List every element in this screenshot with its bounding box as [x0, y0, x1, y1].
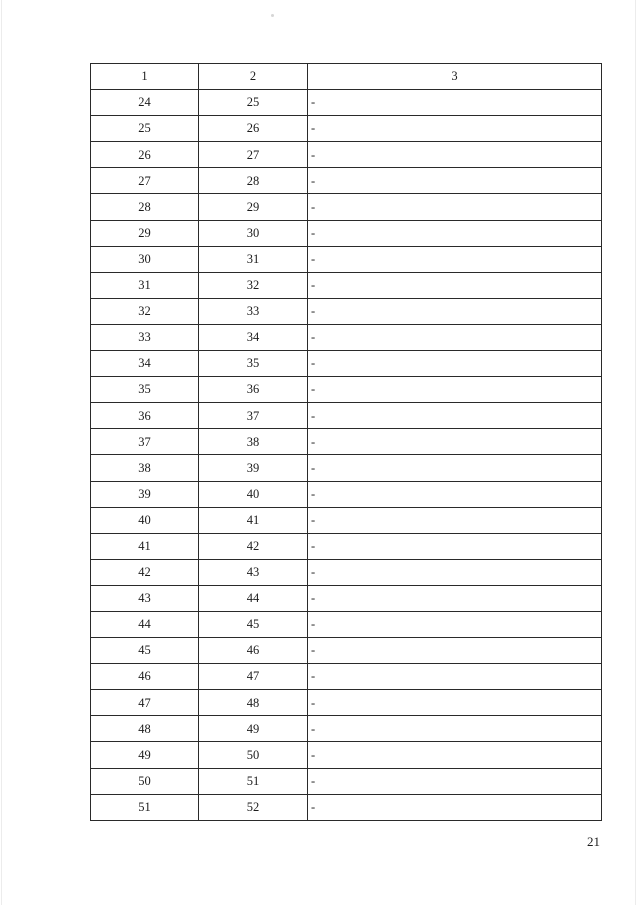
table-cell-col-1: 48	[91, 716, 199, 742]
table-cell-col-2: 48	[199, 690, 308, 716]
table-cell-col-3: -	[308, 585, 602, 611]
table-cell-col-1: 25	[91, 116, 199, 142]
table-cell-col-1: 28	[91, 194, 199, 220]
table-row	[91, 377, 602, 403]
table-cell-col-1: 49	[91, 742, 199, 768]
table-cell-col-2: 40	[199, 481, 308, 507]
table-cell-col-2: 31	[199, 246, 308, 272]
table-row	[91, 142, 602, 168]
table-row	[91, 194, 602, 220]
table-cell-col-3: -	[308, 559, 602, 585]
table-cell-col-2: 45	[199, 611, 308, 637]
table-row	[91, 220, 602, 246]
table-cell-col-3: -	[308, 220, 602, 246]
table-cell-col-2: 44	[199, 585, 308, 611]
table-cell-col-2: 37	[199, 403, 308, 429]
table-row	[91, 272, 602, 298]
table-cell-col-3: -	[308, 429, 602, 455]
table-cell-col-2: 52	[199, 794, 308, 820]
table-cell-col-2: 27	[199, 142, 308, 168]
table-body	[91, 90, 602, 821]
table-cell-col-3: -	[308, 351, 602, 377]
scan-edge-right	[635, 0, 636, 905]
table-row	[91, 690, 602, 716]
table-cell-col-1: 24	[91, 90, 199, 116]
table-cell-col-1: 30	[91, 246, 199, 272]
table-cell-col-2: 26	[199, 116, 308, 142]
table-cell-col-1: 32	[91, 298, 199, 324]
table-cell-col-3: -	[308, 168, 602, 194]
table-cell-col-2: 49	[199, 716, 308, 742]
data-table	[90, 63, 602, 821]
column-header-2: 2	[199, 64, 308, 90]
table-row	[91, 507, 602, 533]
table-cell-col-3: -	[308, 638, 602, 664]
table-cell-col-1: 51	[91, 794, 199, 820]
table-cell-col-1: 44	[91, 611, 199, 637]
table-cell-col-3: -	[308, 455, 602, 481]
table-row	[91, 585, 602, 611]
table-cell-col-2: 41	[199, 507, 308, 533]
table-cell-col-3: -	[308, 194, 602, 220]
page-number: 21	[587, 834, 600, 849]
table-cell-col-2: 30	[199, 220, 308, 246]
table-row	[91, 168, 602, 194]
table-row	[91, 716, 602, 742]
table-cell-col-3: -	[308, 142, 602, 168]
table-cell-col-1: 46	[91, 664, 199, 690]
table-cell-col-1: 31	[91, 272, 199, 298]
table-cell-col-2: 46	[199, 638, 308, 664]
table-cell-col-3: -	[308, 90, 602, 116]
table-cell-col-3: -	[308, 611, 602, 637]
table-cell-col-1: 40	[91, 507, 199, 533]
table-cell-col-1: 42	[91, 559, 199, 585]
table-cell-col-2: 51	[199, 768, 308, 794]
scan-speck	[271, 14, 274, 17]
table-cell-col-2: 38	[199, 429, 308, 455]
table-row	[91, 664, 602, 690]
table-cell-col-1: 38	[91, 455, 199, 481]
table-row	[91, 455, 602, 481]
table-cell-col-1: 34	[91, 351, 199, 377]
table-cell-col-2: 33	[199, 298, 308, 324]
table-row	[91, 768, 602, 794]
table-row	[91, 481, 602, 507]
table-row	[91, 611, 602, 637]
table-cell-col-1: 37	[91, 429, 199, 455]
table-cell-col-3: -	[308, 507, 602, 533]
table-cell-col-2: 28	[199, 168, 308, 194]
table-row	[91, 742, 602, 768]
scan-edge-left	[1, 0, 2, 905]
table-row	[91, 351, 602, 377]
table-cell-col-3: -	[308, 768, 602, 794]
table-row	[91, 429, 602, 455]
table-cell-col-1: 43	[91, 585, 199, 611]
table-cell-col-3: -	[308, 533, 602, 559]
table-cell-col-1: 47	[91, 690, 199, 716]
table-cell-col-2: 43	[199, 559, 308, 585]
table-cell-col-1: 36	[91, 403, 199, 429]
table-row	[91, 116, 602, 142]
table-cell-col-2: 34	[199, 324, 308, 350]
table-cell-col-3: -	[308, 116, 602, 142]
table-cell-col-3: -	[308, 742, 602, 768]
table-row	[91, 90, 602, 116]
table-row	[91, 794, 602, 820]
table-cell-col-2: 36	[199, 377, 308, 403]
table-cell-col-3: -	[308, 716, 602, 742]
table-cell-col-1: 45	[91, 638, 199, 664]
table-cell-col-3: -	[308, 377, 602, 403]
table-cell-col-1: 50	[91, 768, 199, 794]
table-cell-col-3: -	[308, 298, 602, 324]
table-header-row	[91, 64, 602, 90]
table-cell-col-1: 39	[91, 481, 199, 507]
table-cell-col-3: -	[308, 324, 602, 350]
table-cell-col-3: -	[308, 690, 602, 716]
table-cell-col-2: 25	[199, 90, 308, 116]
table-cell-col-2: 39	[199, 455, 308, 481]
table-cell-col-2: 50	[199, 742, 308, 768]
table-cell-col-3: -	[308, 403, 602, 429]
table-row	[91, 324, 602, 350]
column-header-3: 3	[308, 64, 602, 90]
table-cell-col-1: 27	[91, 168, 199, 194]
table-cell-col-1: 35	[91, 377, 199, 403]
table-cell-col-3: -	[308, 664, 602, 690]
table-cell-col-2: 29	[199, 194, 308, 220]
table-cell-col-1: 26	[91, 142, 199, 168]
table-cell-col-1: 33	[91, 324, 199, 350]
table-row	[91, 246, 602, 272]
table-row	[91, 298, 602, 324]
column-header-1: 1	[91, 64, 199, 90]
table-cell-col-3: -	[308, 246, 602, 272]
table-cell-col-2: 35	[199, 351, 308, 377]
table-cell-col-2: 32	[199, 272, 308, 298]
table-cell-col-2: 42	[199, 533, 308, 559]
table-row	[91, 533, 602, 559]
table-cell-col-1: 41	[91, 533, 199, 559]
table-cell-col-3: -	[308, 272, 602, 298]
table-cell-col-3: -	[308, 481, 602, 507]
table-cell-col-2: 47	[199, 664, 308, 690]
table-row	[91, 559, 602, 585]
table-cell-col-3: -	[308, 794, 602, 820]
table-row	[91, 403, 602, 429]
table-cell-col-1: 29	[91, 220, 199, 246]
table-row	[91, 638, 602, 664]
